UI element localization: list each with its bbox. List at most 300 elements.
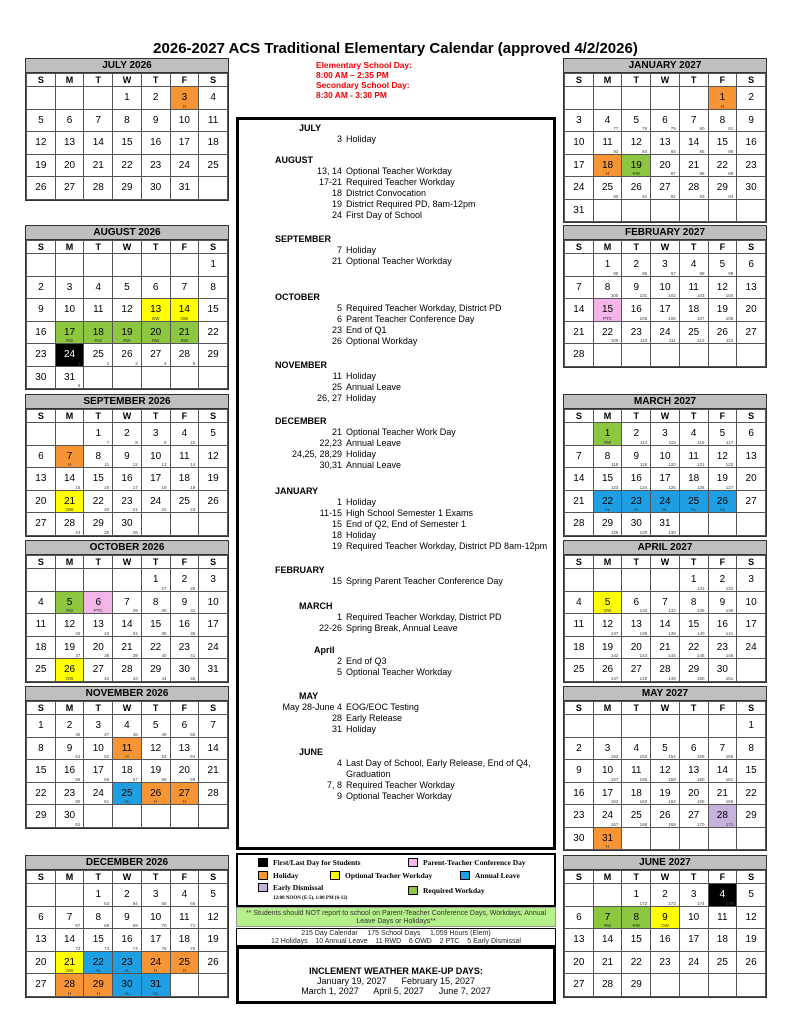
day-number: 23 xyxy=(659,956,671,968)
weekday-header: M xyxy=(593,702,622,715)
school-day-count: 19 xyxy=(190,484,196,490)
event-month-heading: SEPTEMBER xyxy=(275,234,332,244)
day-cell xyxy=(651,636,680,659)
weekday-header: T xyxy=(622,556,651,569)
day-cell xyxy=(651,760,680,783)
day-number: 4 xyxy=(124,720,130,732)
day-cell xyxy=(55,715,84,738)
weekday-header: W xyxy=(651,871,680,884)
day-cell xyxy=(593,87,622,110)
event-text: Optional Teacher Workday xyxy=(346,166,452,176)
day-number: 31 xyxy=(150,979,162,991)
day-number: 7 xyxy=(662,596,668,608)
school-day-count: 31 xyxy=(190,608,196,613)
weekday-header: F xyxy=(708,702,737,715)
day-cell xyxy=(737,906,766,929)
school-day-count: 8 xyxy=(135,439,138,445)
weekday-header: S xyxy=(737,702,766,715)
day-number: 17 xyxy=(63,326,76,338)
day-number: 10 xyxy=(150,450,162,462)
day-cell xyxy=(737,177,766,200)
event-date: 2 xyxy=(336,656,342,666)
day-cell xyxy=(737,737,766,760)
school-day-count: 90 xyxy=(613,193,619,199)
day-cell xyxy=(737,782,766,805)
day-number: 18 xyxy=(573,641,585,653)
day-number: 4 xyxy=(719,889,726,901)
day-number: 17 xyxy=(150,934,162,946)
legend-optional xyxy=(330,871,432,880)
day-number: 16 xyxy=(121,934,133,946)
weekday-header: W xyxy=(113,702,142,715)
day-number: 29 xyxy=(207,349,219,361)
day-number: 13 xyxy=(35,934,47,946)
day-cell xyxy=(27,366,56,389)
day-number: 8 xyxy=(690,596,697,608)
day-code: RW xyxy=(94,338,102,343)
day-number: 13 xyxy=(573,934,585,946)
day-number: 17 xyxy=(573,159,585,171)
day-number: 29 xyxy=(716,182,728,194)
day-number: 17 xyxy=(688,934,700,946)
day-cell xyxy=(199,636,228,659)
school-day-count: 165 xyxy=(697,799,705,804)
day-cell xyxy=(565,782,594,805)
day-cell xyxy=(84,132,113,155)
day-cell xyxy=(84,154,113,177)
day-number: 20 xyxy=(92,641,104,653)
weekday-header: M xyxy=(55,702,84,715)
school-day-count: 23 xyxy=(190,507,196,512)
day-number: 11 xyxy=(179,911,190,923)
day-cell xyxy=(737,614,766,637)
day-number: 7 xyxy=(95,114,102,126)
event-date: 24,25, 28,29 xyxy=(291,449,342,459)
weekday-header: T xyxy=(84,241,113,254)
event-row xyxy=(239,667,553,678)
day-number: 8 xyxy=(604,281,611,293)
day-number: 17 xyxy=(150,473,162,485)
day-cell xyxy=(199,614,228,637)
day-code: H xyxy=(720,103,724,109)
event-row xyxy=(239,769,553,780)
event-date: 19 xyxy=(331,541,342,551)
day-cell xyxy=(55,929,84,952)
school-day-count: 142 xyxy=(610,653,619,658)
school-day-count: 37 xyxy=(75,653,81,658)
day-cell xyxy=(737,715,766,738)
day-number: 12 xyxy=(207,450,219,462)
day-cell xyxy=(55,366,84,389)
day-cell xyxy=(170,276,199,299)
day-number: 28 xyxy=(178,349,190,361)
day-cell xyxy=(737,109,766,132)
day-cell xyxy=(737,760,766,783)
month-title: JUNE 2027 xyxy=(564,856,766,870)
school-day-count: 72 xyxy=(75,945,81,951)
school-day-count: 168 xyxy=(639,821,648,827)
day-cell xyxy=(113,276,142,299)
school-day-count: 109 xyxy=(610,338,619,343)
day-cell xyxy=(651,715,680,738)
school-day-count: 46 xyxy=(75,731,81,737)
school-day-count: 169 xyxy=(668,821,676,827)
day-cell xyxy=(679,199,708,222)
day-cell xyxy=(622,490,651,513)
event-date: 1 xyxy=(336,612,342,622)
stats-line: 12 Holidays 10 Annual Leave 11 RWD 6 OWD 2 PTC 5 Early Dismissal xyxy=(271,938,521,945)
day-cell xyxy=(651,569,680,592)
day-cell xyxy=(708,87,737,110)
day-cell xyxy=(708,782,737,805)
day-number: 19 xyxy=(150,765,162,777)
day-number: 1 xyxy=(748,720,754,732)
day-number: 19 xyxy=(630,159,642,171)
week-row xyxy=(565,177,766,200)
day-number: 15 xyxy=(601,473,614,485)
event-text: Holiday xyxy=(346,393,377,403)
day-number: 18 xyxy=(716,934,728,946)
weekday-header: W xyxy=(113,556,142,569)
day-cell xyxy=(651,782,680,805)
day-number: 30 xyxy=(150,182,162,194)
day-number: 24 xyxy=(207,641,219,653)
day-number: 29 xyxy=(92,518,104,530)
school-day-count: 119 xyxy=(639,462,648,467)
day-cell xyxy=(593,737,622,760)
day-cell xyxy=(737,468,766,491)
school-day-count: 43 xyxy=(132,675,138,681)
day-cell xyxy=(708,299,737,322)
school-day-count: 153 xyxy=(639,754,648,759)
day-cell xyxy=(565,109,594,132)
day-number: 14 xyxy=(178,304,190,316)
event-row xyxy=(239,382,553,393)
week-row xyxy=(565,254,766,277)
day-cell xyxy=(737,254,766,277)
school-day-count: 127 xyxy=(725,484,734,490)
day-number: 31 xyxy=(63,371,76,383)
day-number: 7 xyxy=(690,114,697,126)
weekday-header: S xyxy=(27,871,56,884)
day-number: 1 xyxy=(604,259,611,271)
makeup-days xyxy=(236,946,556,1004)
week-row xyxy=(565,569,766,592)
week-row xyxy=(565,827,766,850)
day-number: 15 xyxy=(716,137,728,149)
day-cell xyxy=(113,614,142,637)
day-cell xyxy=(113,87,142,110)
day-number: 21 xyxy=(63,495,76,507)
day-number: 27 xyxy=(745,495,757,507)
day-cell xyxy=(565,276,594,299)
event-row xyxy=(239,460,553,471)
day-number: 18 xyxy=(207,137,219,149)
day-number: 19 xyxy=(63,641,76,653)
event-month-section xyxy=(239,360,553,404)
school-day-count: 113 xyxy=(726,338,734,343)
day-code: OW xyxy=(65,968,74,973)
day-cell xyxy=(593,884,622,907)
day-number: 9 xyxy=(181,596,188,608)
event-row xyxy=(239,724,553,735)
day-number: 5 xyxy=(604,596,611,608)
day-number: 27 xyxy=(630,664,642,676)
day-cell xyxy=(565,951,594,974)
day-cell xyxy=(593,154,622,177)
school-day-count: 26 xyxy=(132,529,138,535)
day-code: AL xyxy=(95,968,102,973)
event-date: 22,23 xyxy=(319,438,342,448)
day-code: RW xyxy=(151,338,160,343)
day-number: 15 xyxy=(207,304,219,316)
day-number: 10 xyxy=(573,137,585,149)
day-cell xyxy=(84,344,113,367)
day-cell xyxy=(679,884,708,907)
day-number: 30 xyxy=(745,182,757,194)
school-day-count: 94 xyxy=(728,193,734,199)
month-title: AUGUST 2026 xyxy=(26,226,228,240)
week-row xyxy=(27,614,228,637)
hours-line: Secondary School Day: xyxy=(316,80,410,90)
day-number: 7 xyxy=(124,596,130,608)
day-cell xyxy=(651,929,680,952)
day-number: 9 xyxy=(748,114,754,126)
day-number: 17 xyxy=(659,473,671,485)
day-number: 6 xyxy=(38,911,44,923)
day-number: 25 xyxy=(716,956,728,968)
day-number: 11 xyxy=(602,137,613,149)
day-cell xyxy=(27,591,56,614)
weekday-header: S xyxy=(737,74,766,87)
day-number: 4 xyxy=(210,92,216,104)
day-cell xyxy=(593,490,622,513)
school-day-count: 53 xyxy=(161,754,167,759)
school-day-count: 152 xyxy=(610,754,619,759)
day-cell xyxy=(199,87,228,110)
day-cell xyxy=(170,321,199,344)
month-calendar xyxy=(563,540,767,683)
school-day-count: 144 xyxy=(668,653,676,658)
day-code: H xyxy=(154,968,158,973)
day-cell xyxy=(55,423,84,446)
day-number: 29 xyxy=(35,810,47,822)
day-number: 4 xyxy=(690,428,697,440)
day-number: 25 xyxy=(601,182,614,194)
day-cell xyxy=(27,177,56,200)
day-code: RW xyxy=(180,338,189,343)
day-cell xyxy=(113,805,142,828)
day-cell xyxy=(708,591,737,614)
school-day-count: 129 xyxy=(639,529,648,535)
day-number: 7 xyxy=(66,911,73,923)
school-day-count: 105 xyxy=(639,315,648,321)
day-cell xyxy=(708,906,737,929)
school-day-count: 137 xyxy=(610,630,619,636)
weekday-header: T xyxy=(141,871,170,884)
legend xyxy=(236,853,556,907)
event-month-heading: AUGUST xyxy=(275,155,313,165)
day-cell xyxy=(55,782,84,805)
day-code: RW xyxy=(65,338,74,343)
day-cell xyxy=(199,366,228,389)
day-number: 2 xyxy=(38,281,44,293)
page-title: 2026-2027 ACS Traditional Elementary Calendar (approved 4/2/2026) xyxy=(153,40,638,57)
school-day-count: 150 xyxy=(697,675,705,681)
day-cell xyxy=(679,737,708,760)
month-calendar xyxy=(25,540,229,683)
legend-sub-label: 12:00 NOON (E-5), 1:00 PM (6-12) xyxy=(273,896,348,901)
day-number: 27 xyxy=(573,979,585,991)
weekday-header: W xyxy=(113,871,142,884)
event-row xyxy=(239,702,553,713)
day-number: 22 xyxy=(688,641,700,653)
day-cell xyxy=(27,614,56,637)
day-cell xyxy=(679,423,708,446)
day-number: 21 xyxy=(659,641,671,653)
legend-early-text xyxy=(273,883,347,901)
school-day-count: 33 xyxy=(104,630,110,636)
day-cell xyxy=(84,805,113,828)
school-day-count: 115 xyxy=(668,439,676,445)
school-day-count: 99 xyxy=(728,270,734,276)
school-day-count: 122 xyxy=(725,462,734,467)
day-number: 17 xyxy=(178,137,190,149)
day-number: 21 xyxy=(601,956,614,968)
day-number: 29 xyxy=(745,810,757,822)
school-day-count: 71 xyxy=(190,923,196,928)
day-number: 9 xyxy=(38,304,44,316)
day-cell xyxy=(565,445,594,468)
day-number: 26 xyxy=(659,810,671,822)
day-number: 21 xyxy=(573,326,585,338)
day-cell xyxy=(170,87,199,110)
event-text: Last Day of School, Early Release, End of Q4, xyxy=(346,758,531,768)
day-number: 18 xyxy=(178,934,190,946)
weekday-header: T xyxy=(141,74,170,87)
event-text: High School Semester 1 Exams xyxy=(346,508,474,518)
green-swatch-icon xyxy=(408,886,418,895)
day-cell xyxy=(679,906,708,929)
day-number: 13 xyxy=(630,619,642,631)
day-cell xyxy=(565,321,594,344)
day-number: 15 xyxy=(35,765,47,777)
day-number: 9 xyxy=(152,114,159,126)
day-code: AL xyxy=(719,507,726,512)
month-title: MARCH 2027 xyxy=(564,395,766,409)
day-cell xyxy=(27,636,56,659)
day-number: 1 xyxy=(690,574,697,586)
day-number: 21 xyxy=(63,956,76,968)
day-number: 8 xyxy=(152,596,159,608)
day-cell xyxy=(199,513,228,536)
school-day-count: 17 xyxy=(132,484,138,490)
day-cell xyxy=(84,445,113,468)
school-day-count: 160 xyxy=(697,776,705,782)
day-code: H xyxy=(154,799,158,804)
day-number: 6 xyxy=(181,720,188,732)
day-number: 7 xyxy=(576,281,582,293)
week-row xyxy=(565,591,766,614)
day-cell xyxy=(55,468,84,491)
weekday-header: S xyxy=(199,702,228,715)
day-cell xyxy=(84,109,113,132)
day-cell xyxy=(737,423,766,446)
weekday-header: S xyxy=(737,556,766,569)
day-cell xyxy=(84,636,113,659)
week-row xyxy=(27,254,228,277)
week-row xyxy=(27,974,228,997)
day-cell xyxy=(565,715,594,738)
weekday-header: M xyxy=(593,74,622,87)
day-cell xyxy=(679,132,708,155)
week-row xyxy=(27,321,228,344)
day-number: 2 xyxy=(124,889,130,901)
day-number: 20 xyxy=(659,159,671,171)
day-cell xyxy=(27,445,56,468)
day-cell xyxy=(622,659,651,682)
day-number: 1 xyxy=(604,428,611,440)
day-cell xyxy=(593,929,622,952)
day-cell xyxy=(27,884,56,907)
day-number: 23 xyxy=(178,641,190,653)
day-number: 14 xyxy=(716,765,728,777)
day-number: 10 xyxy=(92,742,104,754)
school-day-count: 39 xyxy=(132,653,138,658)
day-number: 21 xyxy=(716,787,728,799)
day-number: 26 xyxy=(207,495,219,507)
day-cell xyxy=(84,276,113,299)
month-title: SEPTEMBER 2026 xyxy=(26,395,228,409)
day-cell xyxy=(27,782,56,805)
event-row xyxy=(239,371,553,382)
month-calendar xyxy=(563,686,767,851)
day-cell xyxy=(593,276,622,299)
weekday-header: W xyxy=(651,241,680,254)
day-number: 11 xyxy=(631,765,642,777)
day-number: 19 xyxy=(601,641,614,653)
day-cell xyxy=(708,490,737,513)
day-cell xyxy=(199,805,228,828)
day-cell xyxy=(565,805,594,828)
day-cell xyxy=(737,569,766,592)
day-number: 16 xyxy=(659,934,671,946)
school-day-count: 47 xyxy=(104,731,110,737)
day-cell xyxy=(593,827,622,850)
event-date: 31 xyxy=(331,724,342,734)
school-day-count: 59 xyxy=(190,776,196,782)
day-number: 31 xyxy=(573,204,585,216)
day-number: 2 xyxy=(66,720,73,732)
day-cell xyxy=(593,591,622,614)
event-row xyxy=(239,393,553,404)
day-cell xyxy=(199,254,228,277)
day-code: H xyxy=(67,462,72,467)
school-day-count: 159 xyxy=(668,776,676,782)
day-cell xyxy=(622,254,651,277)
day-number: 8 xyxy=(604,450,611,462)
event-text: EOG/EOC Testing xyxy=(346,702,419,712)
day-number: 25 xyxy=(92,349,104,361)
event-text: District Convocation xyxy=(346,188,427,198)
school-day-count: 75 xyxy=(161,945,167,951)
day-code: OW xyxy=(65,675,74,681)
day-number: 5 xyxy=(152,720,159,732)
day-number: 7 xyxy=(604,911,611,923)
day-number: 12 xyxy=(716,450,728,462)
day-number: 6 xyxy=(690,742,697,754)
school-day-count: 139 xyxy=(668,630,676,636)
